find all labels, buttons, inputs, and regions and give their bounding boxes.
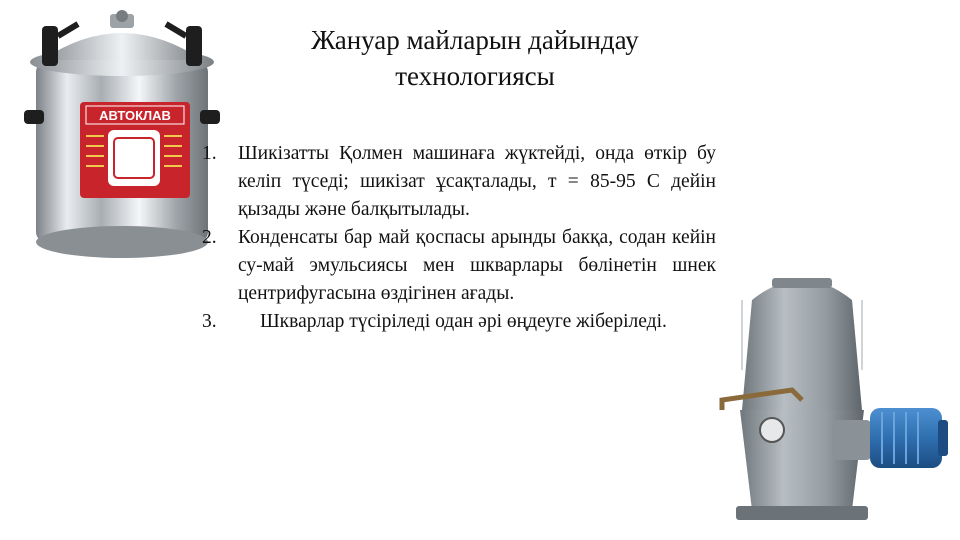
title-line-1: Жануар майларын дайындау: [311, 25, 639, 55]
step-item: [196, 224, 716, 308]
slide-title: [270, 22, 680, 94]
autoclave-image: [22, 6, 222, 266]
step-item: [196, 308, 716, 336]
step-number: 2.: [202, 227, 217, 248]
step-item: [196, 140, 716, 224]
svg-text:АВТОКЛАВ: АВТОКЛАВ: [99, 108, 171, 123]
step-number: 3.: [202, 311, 217, 332]
centrifuge-image: [712, 260, 952, 530]
step-text: Конденсаты бар май қоспасы арынды бакқа, содан кейін су-май эмульсиясы мен шкварлары бөлінетін шнек центрифугасына өздігінен ағады.: [238, 227, 716, 304]
step-text: Шикізатты Қолмен машинаға жүктейді, онда өткір бу келіп түседі; шикізат ұсақталады, т = 85-95 С дейін қызады және балқытылады.: [238, 143, 716, 220]
step-text: Шкварлар түсіріледі одан әрі өңдеуге жіберіледі.: [260, 311, 667, 332]
step-number: 1.: [202, 143, 217, 164]
title-line-2: технологиясы: [395, 61, 555, 91]
steps-list: [196, 140, 716, 336]
